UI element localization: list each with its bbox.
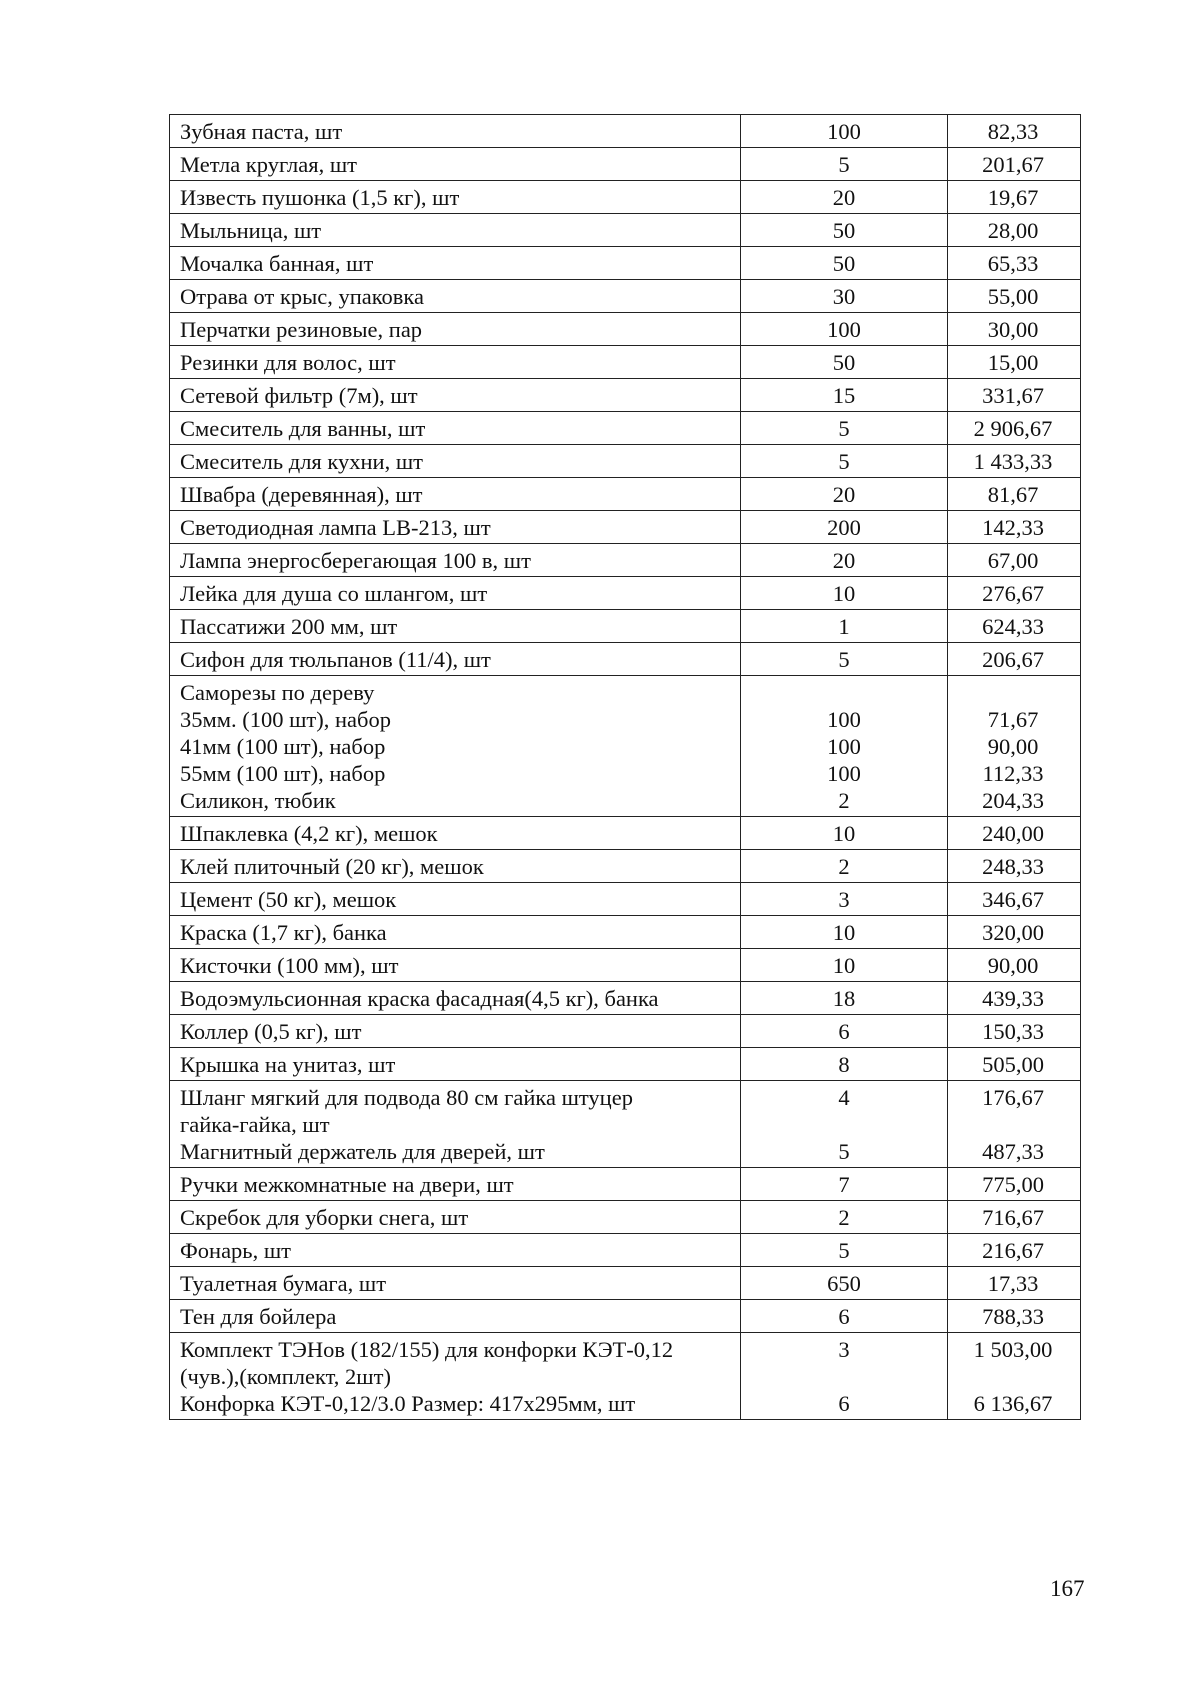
quantity-cell: 7 — [741, 1168, 948, 1201]
item-name-cell: Туалетная бумага, шт — [170, 1267, 741, 1300]
price-cell: 624,33 — [948, 610, 1081, 643]
item-name-cell: Швабра (деревянная), шт — [170, 478, 741, 511]
item-name-cell: Перчатки резиновые, пар — [170, 313, 741, 346]
item-name-cell: Коллер (0,5 кг), шт — [170, 1015, 741, 1048]
table-row — [170, 643, 1081, 676]
quantity-cell: 650 — [741, 1267, 948, 1300]
table-row — [170, 1300, 1081, 1333]
item-name-cell: Саморезы по дереву 35мм. (100 шт), набор 41мм (100 шт), набор 55мм (100 шт), набор Силикон, тюбик — [170, 676, 741, 817]
table-row — [170, 883, 1081, 916]
table-row — [170, 115, 1081, 148]
table-row — [170, 1201, 1081, 1234]
table-row — [170, 577, 1081, 610]
price-cell: 71,67 90,00 112,33 204,33 — [948, 676, 1081, 817]
table-row — [170, 1168, 1081, 1201]
price-cell: 81,67 — [948, 478, 1081, 511]
quantity-cell: 10 — [741, 577, 948, 610]
table-row — [170, 478, 1081, 511]
table-row — [170, 445, 1081, 478]
price-cell: 17,33 — [948, 1267, 1081, 1300]
table-row — [170, 313, 1081, 346]
price-cell: 276,67 — [948, 577, 1081, 610]
item-name-cell: Зубная паста, шт — [170, 115, 741, 148]
table-row — [170, 676, 1081, 817]
item-name-cell: Мочалка банная, шт — [170, 247, 741, 280]
item-name-cell: Комплект ТЭНов (182/155) для конфорки КЭТ-0,12 (чув.),(комплект, 2шт) Конфорка КЭТ-0,12/3.0 Размер: 417х295мм, шт — [170, 1333, 741, 1420]
price-table — [169, 114, 1081, 1420]
quantity-cell: 2 — [741, 850, 948, 883]
table-row — [170, 247, 1081, 280]
page-number: 167 — [1050, 1576, 1085, 1601]
table-row — [170, 850, 1081, 883]
item-name-cell: Тен для бойлера — [170, 1300, 741, 1333]
price-cell: 1 503,00 6 136,67 — [948, 1333, 1081, 1420]
table-row — [170, 916, 1081, 949]
item-name-cell: Сетевой фильтр (7м), шт — [170, 379, 741, 412]
table-row — [170, 214, 1081, 247]
item-name-cell: Мыльница, шт — [170, 214, 741, 247]
quantity-cell: 10 — [741, 916, 948, 949]
price-cell: 142,33 — [948, 511, 1081, 544]
item-name-cell: Скребок для уборки снега, шт — [170, 1201, 741, 1234]
price-cell: 150,33 — [948, 1015, 1081, 1048]
item-name-cell: Кисточки (100 мм), шт — [170, 949, 741, 982]
price-cell: 788,33 — [948, 1300, 1081, 1333]
table-row — [170, 181, 1081, 214]
quantity-cell: 5 — [741, 445, 948, 478]
item-name-cell: Лампа энергосберегающая 100 в, шт — [170, 544, 741, 577]
quantity-cell: 20 — [741, 181, 948, 214]
price-cell: 67,00 — [948, 544, 1081, 577]
quantity-cell: 3 6 — [741, 1333, 948, 1420]
item-name-cell: Отрава от крыс, упаковка — [170, 280, 741, 313]
item-name-cell: Краска (1,7 кг), банка — [170, 916, 741, 949]
table-row — [170, 982, 1081, 1015]
quantity-cell: 6 — [741, 1300, 948, 1333]
quantity-cell: 2 — [741, 1201, 948, 1234]
quantity-cell: 200 — [741, 511, 948, 544]
price-cell: 248,33 — [948, 850, 1081, 883]
item-name-cell: Пассатижи 200 мм, шт — [170, 610, 741, 643]
quantity-cell: 4 5 — [741, 1081, 948, 1168]
price-cell: 2 906,67 — [948, 412, 1081, 445]
table-row — [170, 1081, 1081, 1168]
quantity-cell: 10 — [741, 817, 948, 850]
table-row — [170, 949, 1081, 982]
table-row — [170, 412, 1081, 445]
table-row — [170, 148, 1081, 181]
quantity-cell: 8 — [741, 1048, 948, 1081]
quantity-cell: 30 — [741, 280, 948, 313]
quantity-cell: 20 — [741, 544, 948, 577]
price-cell: 176,67 487,33 — [948, 1081, 1081, 1168]
quantity-cell: 5 — [741, 148, 948, 181]
item-name-cell: Смеситель для ванны, шт — [170, 412, 741, 445]
item-name-cell: Шпаклевка (4,2 кг), мешок — [170, 817, 741, 850]
quantity-cell: 20 — [741, 478, 948, 511]
item-name-cell: Цемент (50 кг), мешок — [170, 883, 741, 916]
quantity-cell: 50 — [741, 214, 948, 247]
table-row — [170, 610, 1081, 643]
item-name-cell: Известь пушонка (1,5 кг), шт — [170, 181, 741, 214]
quantity-cell: 50 — [741, 247, 948, 280]
item-name-cell: Светодиодная лампа LB-213, шт — [170, 511, 741, 544]
quantity-cell: 18 — [741, 982, 948, 1015]
price-cell: 15,00 — [948, 346, 1081, 379]
quantity-cell: 1 — [741, 610, 948, 643]
price-cell: 439,33 — [948, 982, 1081, 1015]
price-cell: 320,00 — [948, 916, 1081, 949]
price-cell: 716,67 — [948, 1201, 1081, 1234]
price-cell: 775,00 — [948, 1168, 1081, 1201]
item-name-cell: Ручки межкомнатные на двери, шт — [170, 1168, 741, 1201]
quantity-cell: 5 — [741, 412, 948, 445]
item-name-cell: Клей плиточный (20 кг), мешок — [170, 850, 741, 883]
price-cell: 1 433,33 — [948, 445, 1081, 478]
price-cell: 28,00 — [948, 214, 1081, 247]
quantity-cell: 10 — [741, 949, 948, 982]
quantity-cell: 5 — [741, 1234, 948, 1267]
price-cell: 505,00 — [948, 1048, 1081, 1081]
item-name-cell: Резинки для волос, шт — [170, 346, 741, 379]
price-cell: 82,33 — [948, 115, 1081, 148]
item-name-cell: Сифон для тюльпанов (11/4), шт — [170, 643, 741, 676]
price-cell: 206,67 — [948, 643, 1081, 676]
quantity-cell: 15 — [741, 379, 948, 412]
table-row — [170, 1267, 1081, 1300]
table-row — [170, 1234, 1081, 1267]
item-name-cell: Лейка для душа со шлангом, шт — [170, 577, 741, 610]
price-cell: 90,00 — [948, 949, 1081, 982]
table-row — [170, 280, 1081, 313]
table-row — [170, 1015, 1081, 1048]
table-row — [170, 346, 1081, 379]
table-body — [170, 115, 1081, 1420]
table-row — [170, 511, 1081, 544]
quantity-cell: 100 100 100 2 — [741, 676, 948, 817]
quantity-cell: 100 — [741, 313, 948, 346]
price-cell: 240,00 — [948, 817, 1081, 850]
price-cell: 216,67 — [948, 1234, 1081, 1267]
table-row — [170, 1333, 1081, 1420]
price-cell: 30,00 — [948, 313, 1081, 346]
price-cell: 19,67 — [948, 181, 1081, 214]
item-name-cell: Крышка на унитаз, шт — [170, 1048, 741, 1081]
quantity-cell: 5 — [741, 643, 948, 676]
price-cell: 55,00 — [948, 280, 1081, 313]
price-cell: 331,67 — [948, 379, 1081, 412]
quantity-cell: 100 — [741, 115, 948, 148]
price-cell: 65,33 — [948, 247, 1081, 280]
quantity-cell: 50 — [741, 346, 948, 379]
table-row — [170, 1048, 1081, 1081]
price-cell: 201,67 — [948, 148, 1081, 181]
table-row — [170, 817, 1081, 850]
item-name-cell: Водоэмульсионная краска фасадная(4,5 кг), банка — [170, 982, 741, 1015]
quantity-cell: 3 — [741, 883, 948, 916]
item-name-cell: Смеситель для кухни, шт — [170, 445, 741, 478]
item-name-cell: Фонарь, шт — [170, 1234, 741, 1267]
table-row — [170, 544, 1081, 577]
table-row — [170, 379, 1081, 412]
item-name-cell: Шланг мягкий для подвода 80 см гайка штуцер гайка-гайка, шт Магнитный держатель для дверей, шт — [170, 1081, 741, 1168]
quantity-cell: 6 — [741, 1015, 948, 1048]
item-name-cell: Метла круглая, шт — [170, 148, 741, 181]
price-cell: 346,67 — [948, 883, 1081, 916]
